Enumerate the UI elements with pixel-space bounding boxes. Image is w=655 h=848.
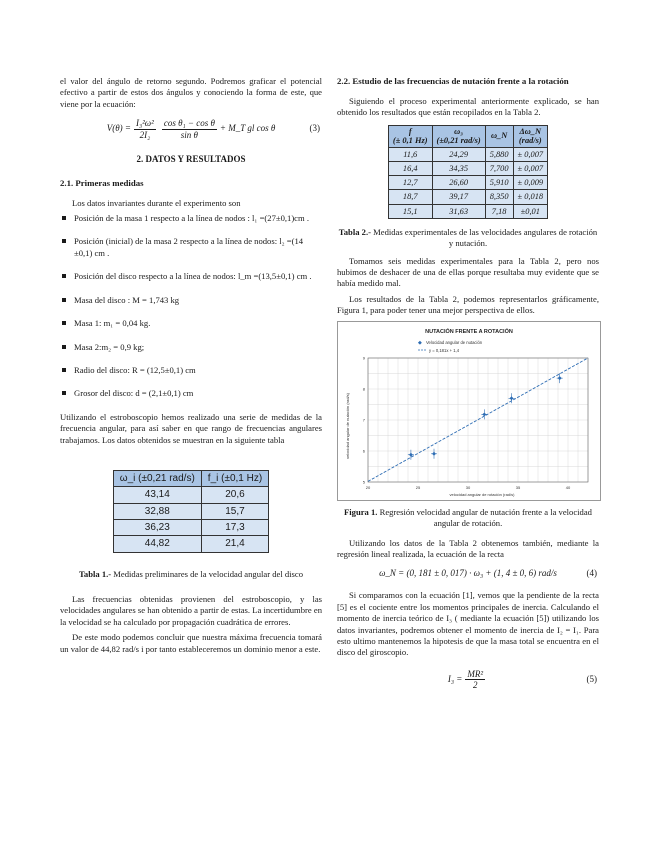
table-header-unit: (± 0,1 Hz) [392,136,428,146]
figure-1-caption [337,507,599,530]
eq3-den2: sin θ [180,129,198,140]
table-cell: 7,700 [485,162,513,176]
table-cell: ±0,01 [513,204,548,218]
point-marker [432,451,436,455]
table-cell: 16,4 [388,162,432,176]
table-cell: 15,1 [388,204,432,218]
table-2 [388,125,548,219]
eq5-number: (5) [586,673,597,684]
table-cell: 17,3 [201,519,268,535]
compare-paragraph: Si comparamos con la ecuación [1], vemos que la pendiente de la recta [5] es el cociente entre los momentos principales de inercia. Calculando el momento de inercia teórico de I₃ ( mediante la ecuación [5]) utilizando los datos invariantes, podremos obtener el momento de inercia de I₂ = I₁. Para esto ultimo mantenemos la hipotesis de que la masa total se encuentra en el disco del giroscopio. [337,590,599,658]
table-cell: ± 0,007 [513,162,548,176]
table-row [388,190,547,204]
y-tick-label: 8 [362,386,365,392]
table-cell: 26,60 [432,176,485,190]
strobo-paragraph: Utilizando el estroboscopio hemos realizado una serie de medidas de la frecuencia angular, para así saber en que rango de frecuencias angulares trabajamos. Los datos obtenidos se muestran en la siguiente tabla [60,411,322,445]
table-cell: 32,88 [113,503,201,519]
table-cell: 11,6 [388,147,432,161]
table-1-caption-text: Medidas preliminares de la velocidad angular del disco [111,568,304,579]
table-cell: 44,82 [113,536,201,552]
y-axis-label: velocidad angular de nutación (rad/s) [345,392,350,459]
list-item: Posición de la masa 1 respecto a la línea de nodos : l₁ =(27±0,1)cm . [60,213,322,224]
eq5-num: MR² [467,668,484,679]
table-cell: 18,7 [388,190,432,204]
plot-paragraph: Los resultados de la Tabla 2, podemos representarlos gráficamente, Figura 1, para poder tener una mejor perspectiva de ellos. [337,293,599,316]
six-measurements-paragraph: Tomamos seis medidas experimentales para la Tabla 2, pero nos hubimos de deshacer de una de ellas porque resultaba muy evidente que se había medido mal. [337,255,599,289]
eq3-lhs: V(θ) = [106,123,131,134]
section-title: 2. DATOS Y RESULTADOS [136,153,246,164]
table-header: f_i (±0,1 Hz) [201,471,268,487]
table-cell: 15,7 [201,503,268,519]
eq5-den: 2 [472,680,478,691]
table-header [513,125,548,147]
regression-chart [338,322,600,500]
table-header-symbol: Δω_N [519,126,542,136]
x-tick-label: 30 [465,484,471,490]
x-tick-label: 40 [565,484,571,490]
table-header-row [388,125,547,147]
table-1 [113,470,269,552]
table-cell: ± 0,007 [513,147,548,161]
list-item: Grosor del disco: d = (2,1±0,1) cm [60,388,322,399]
y-tick-label: 7 [362,417,365,423]
table-row [388,204,547,218]
list-item: Radio del disco: R = (12,5±0,1) cm [60,365,322,376]
table-cell: ± 0,009 [513,176,548,190]
table-cell: 39,17 [432,190,485,204]
figure-1-caption-text: Regresión velocidad angular de nutación frente a la velocidad angular de rotación. [377,506,592,529]
chart-points [408,373,563,460]
conclusion-paragraph: De este modo podemos concluir que nuestra máxima frecuencia tomará un valor de 44,82 rad/s i por tanto estableceremos un dominio menor a este. [60,632,322,654]
table-cell: 36,23 [113,519,201,535]
table-row [113,503,268,519]
table-cell: 8,350 [485,190,513,204]
table-cell: 34,35 [432,162,485,176]
data-point [481,409,487,419]
eq3-frac2 [162,118,217,140]
subsection-title-2-1: 2.1. Primeras medidas [60,177,144,188]
x-tick-label: 35 [515,484,521,490]
x-tick-label: 20 [365,484,371,490]
invariant-list [60,213,322,400]
table-cell: 31,63 [432,204,485,218]
legend-marker-icon: ◆ [418,339,422,346]
table-cell: 5,880 [485,147,513,161]
chart-ticks [363,355,571,490]
table-cell: ± 0,018 [513,190,548,204]
table-header: ω_i (±0,21 rad/s) [113,471,201,487]
eq3-num1: I₃²ω² [135,118,154,129]
subsection-title-2-2: 2.2. Estudio de las frecuencias de nutación frente a la rotación [337,76,569,86]
list-item: Posición del disco respecto a la línea de nodos: l_m =(13,5±0,1) cm . [60,271,322,282]
right-intro: Siguiendo el proceso experimental anteriormente explicado, se han obtenido los resultados que están recopilados en la Tabla 2. [337,95,599,118]
invariant-intro: Los datos invariantes durante el experimento son [72,197,241,208]
equation-3 [60,118,322,140]
point-marker [510,396,514,400]
table-row [113,519,268,535]
legend-entry-fit: y = 0,181x + 1,4 [429,347,460,353]
figure-1 [337,321,601,501]
list-item: Masa del disco : M = 1,743 kg [60,295,322,306]
eq3-num2: cos θ₁ − cos θ [163,118,215,129]
y-tick-label: 5 [362,479,365,485]
table-2-caption [337,227,599,250]
table-cell: 7,18 [485,204,513,218]
table-cell: 21,4 [201,536,268,552]
table-cell: 5,910 [485,176,513,190]
legend-entry-points: Velocidad angular de nutación [426,339,483,345]
x-tick-label: 25 [415,484,421,490]
chart-legend [418,340,483,353]
table-2-caption-label: Tabla 2.- [338,226,371,237]
table-header-symbol: ω_N [490,131,508,141]
eq5-frac [465,669,485,691]
table-1-caption-label: Tabla 1.- [78,568,112,579]
equation-4 [337,568,599,580]
table-header-symbol: f [408,126,412,136]
y-tick-label: 9 [362,355,365,361]
list-item: Masa 2:m₂ = 0,9 kg; [60,342,322,353]
chart-title: NUTACIÓN FRENTE A ROTACIÓN [425,328,513,335]
table-header [485,125,513,147]
eq5-lhs: I₃ = [447,673,463,684]
table-1-caption [60,569,322,580]
eq4-body: ω_N = (0, 181 ± 0, 017) · ω₃ + (1, 4 ± 0, 6) rad/s [379,568,557,579]
table-cell: 43,14 [113,487,201,503]
y-tick-label: 6 [362,448,365,454]
table-header [388,125,432,147]
figure-1-caption-label: Figura 1. [344,506,378,517]
eq3-den1: 2I₂ [139,129,151,140]
table-cell: 20,6 [201,487,268,503]
table-row [113,487,268,503]
table-row [388,162,547,176]
table-header-row [113,471,268,487]
eq4-number: (4) [586,568,597,579]
table-row [388,147,547,161]
table-cell: 12,7 [388,176,432,190]
eq3-frac1 [134,118,156,140]
table-row [388,176,547,190]
equation-5 [337,669,599,691]
left-column [60,76,322,659]
list-item: Masa 1: m₁ = 0,04 kg. [60,318,322,329]
x-axis-label: velocidad angular de rotación (rad/s) [449,491,515,497]
frequency-paragraph: Las frecuencias obtenidas provienen del estroboscopio, y las velocidades angulares se han obtenido a partir de estas. La incertidumbre en la velocidad se ha calculado por propagación cuadrática de errores. [60,594,322,627]
regression-paragraph: Utilizando los datos de la Tabla 2 obtenemos también, mediante la regresión lineal realizada, la ecuación de la recta [337,537,599,559]
table-header-symbol: ω₃ [454,126,464,136]
list-item: Posición (inicial) de la masa 2 respecto a la línea de nodos: l₂ =(14 ±0,1) cm . [60,236,322,259]
point-marker [482,412,486,416]
table-cell: 24,29 [432,147,485,161]
table-header-unit: (±0,21 rad/s) [436,136,481,146]
eq3-tail: + M_T gl cos θ [219,123,276,134]
eq3-number: (3) [309,123,320,134]
intro-paragraph: el valor del ángulo de retorno segundo. Podremos graficar el potencial efectivo a partir de estos dos ángulos y conociendo la forma de este, que viene por la ecuación: [60,76,322,109]
table-row [113,536,268,552]
point-marker [558,376,562,380]
data-point [431,448,437,458]
table-2-caption-text: Medidas experimentales de las velocidades angulares de rotación y nutación. [370,226,598,249]
table-header [432,125,485,147]
right-column [337,76,599,701]
table-header-unit: (rad/s) [518,136,542,146]
